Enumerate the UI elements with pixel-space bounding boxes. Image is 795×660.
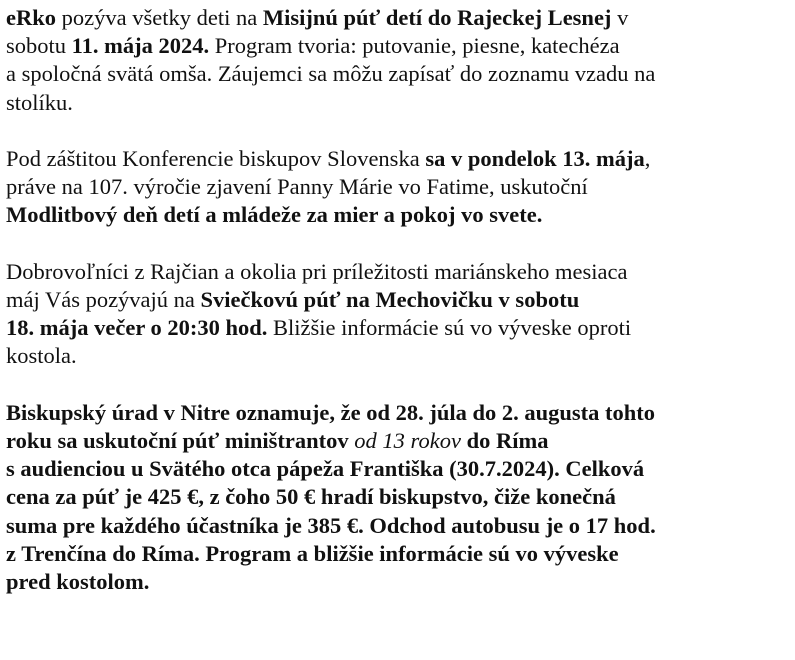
text-line: z Trenčína do Ríma. Program a bližšie informácie sú vo výveske — [6, 540, 619, 566]
announcement-candle-pilgrimage — [6, 258, 791, 371]
event-name: Sviečkovú púť na Mechovičku v sobotu — [200, 287, 580, 312]
text-run: v — [611, 5, 629, 30]
text-line: s audienciou u Svätého otca pápeža Františka (30.7.2024). Celková — [6, 456, 645, 482]
text-run: Bližšie informácie sú vo výveske oproti — [267, 315, 632, 341]
text-line: Dobrovoľníci z Rajčian a okolia pri príležitosti mariánskeho mesiaca — [6, 258, 628, 284]
event-date: sa v pondelok 13. mája — [425, 146, 645, 171]
event-time: 18. mája večer o 20:30 hod. — [6, 315, 268, 341]
text-line — [6, 4, 791, 32]
text-line: Biskupský úrad v Nitre oznamuje, že od 28. júla do 2. augusta tohto — [6, 399, 656, 425]
text-run: Pod záštitou Konferencie biskupov Slovenska — [6, 146, 426, 171]
text-run: do Ríma — [460, 428, 549, 453]
bulletin-page — [6, 4, 791, 624]
announcement-prayer-day — [6, 145, 791, 230]
text-line — [6, 314, 791, 342]
event-name: Misijnú púť detí do Rajeckej Lesnej — [262, 5, 612, 30]
text-line: a spoločná svätá omša. Záujemci sa môžu zapísať do zoznamu vzadu na — [6, 61, 656, 87]
announcement-erko-pilgrimage — [6, 4, 791, 117]
event-name: Modlitbový deň detí a mládeže za mier a pokoj vo svete. — [6, 202, 543, 228]
text-run: pozýva všetky deti na — [56, 5, 263, 30]
text-line — [6, 286, 791, 314]
text-line: cena za púť je 425 €, z čoho 50 € hradí biskupstvo, čiže konečná — [6, 484, 616, 510]
text-line: pred kostolom. — [6, 569, 150, 595]
text-run: Program tvoria: putovanie, piesne, katechéza — [209, 33, 620, 59]
text-run: máj Vás pozývajú na — [6, 287, 201, 312]
text-line — [6, 32, 791, 60]
text-line — [6, 145, 791, 173]
age-note: od 13 rokov — [354, 428, 461, 453]
text-line: suma pre každého účastníka je 385 €. Odchod autobusu je o 17 hod. — [6, 512, 656, 538]
text-line: stolíku. — [6, 89, 73, 115]
organization-name: eRko — [6, 5, 56, 30]
text-run: sobotu — [6, 33, 72, 59]
text-line — [6, 427, 791, 455]
text-line: kostola. — [6, 343, 77, 369]
text-line: práve na 107. výročie zjavení Panny Márie vo Fatime, uskutoční — [6, 174, 588, 200]
announcement-altar-servers-rome — [6, 399, 791, 596]
event-date: 11. mája 2024. — [71, 33, 210, 59]
text-run: roku sa uskutoční púť miništrantov — [6, 428, 355, 453]
text-run: , — [644, 146, 651, 171]
